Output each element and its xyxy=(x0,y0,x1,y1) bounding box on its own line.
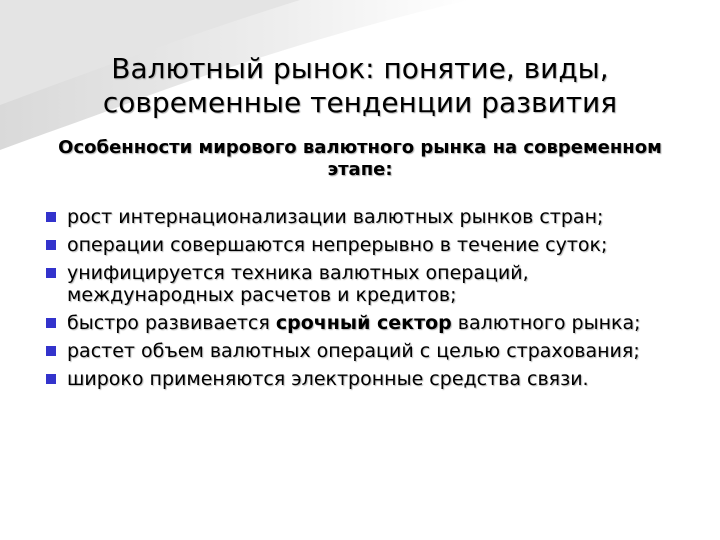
bullet-square-icon xyxy=(46,268,56,278)
bullet-text: широко применяются электронные средства связи. xyxy=(67,368,589,390)
bullet-text-bold: срочный сектор xyxy=(275,312,452,334)
bullet-text: рост интернационализации валютных рынков стран; xyxy=(67,206,604,228)
bullet-list xyxy=(44,206,684,396)
bullet-square-icon xyxy=(46,212,56,222)
bullet-square-icon xyxy=(46,374,56,384)
bullet-item xyxy=(44,234,684,256)
slide-title: Валютный рынок: понятие, виды, современные тенденции развития xyxy=(102,52,618,119)
bullet-item xyxy=(44,206,684,228)
bullet-square-icon xyxy=(46,240,56,250)
bullet-text: растет объем валютных операций с целью страхования; xyxy=(67,340,640,362)
bullet-item xyxy=(44,368,684,390)
bullet-item xyxy=(44,340,684,362)
bullet-item xyxy=(44,262,684,306)
bullet-text-post: валютного рынка; xyxy=(451,312,641,334)
bullet-text: операции совершаются непрерывно в течение суток; xyxy=(67,234,608,256)
slide-subtitle: Особенности мирового валютного рынка на современном этапе: xyxy=(58,137,662,180)
bullet-item xyxy=(44,312,684,334)
bullet-text: унифицируется техника валютных операций, международных расчетов и кредитов; xyxy=(67,262,529,306)
bullet-text-pre: быстро развивается xyxy=(67,312,276,334)
bullet-square-icon xyxy=(46,318,56,328)
bullet-square-icon xyxy=(46,346,56,356)
